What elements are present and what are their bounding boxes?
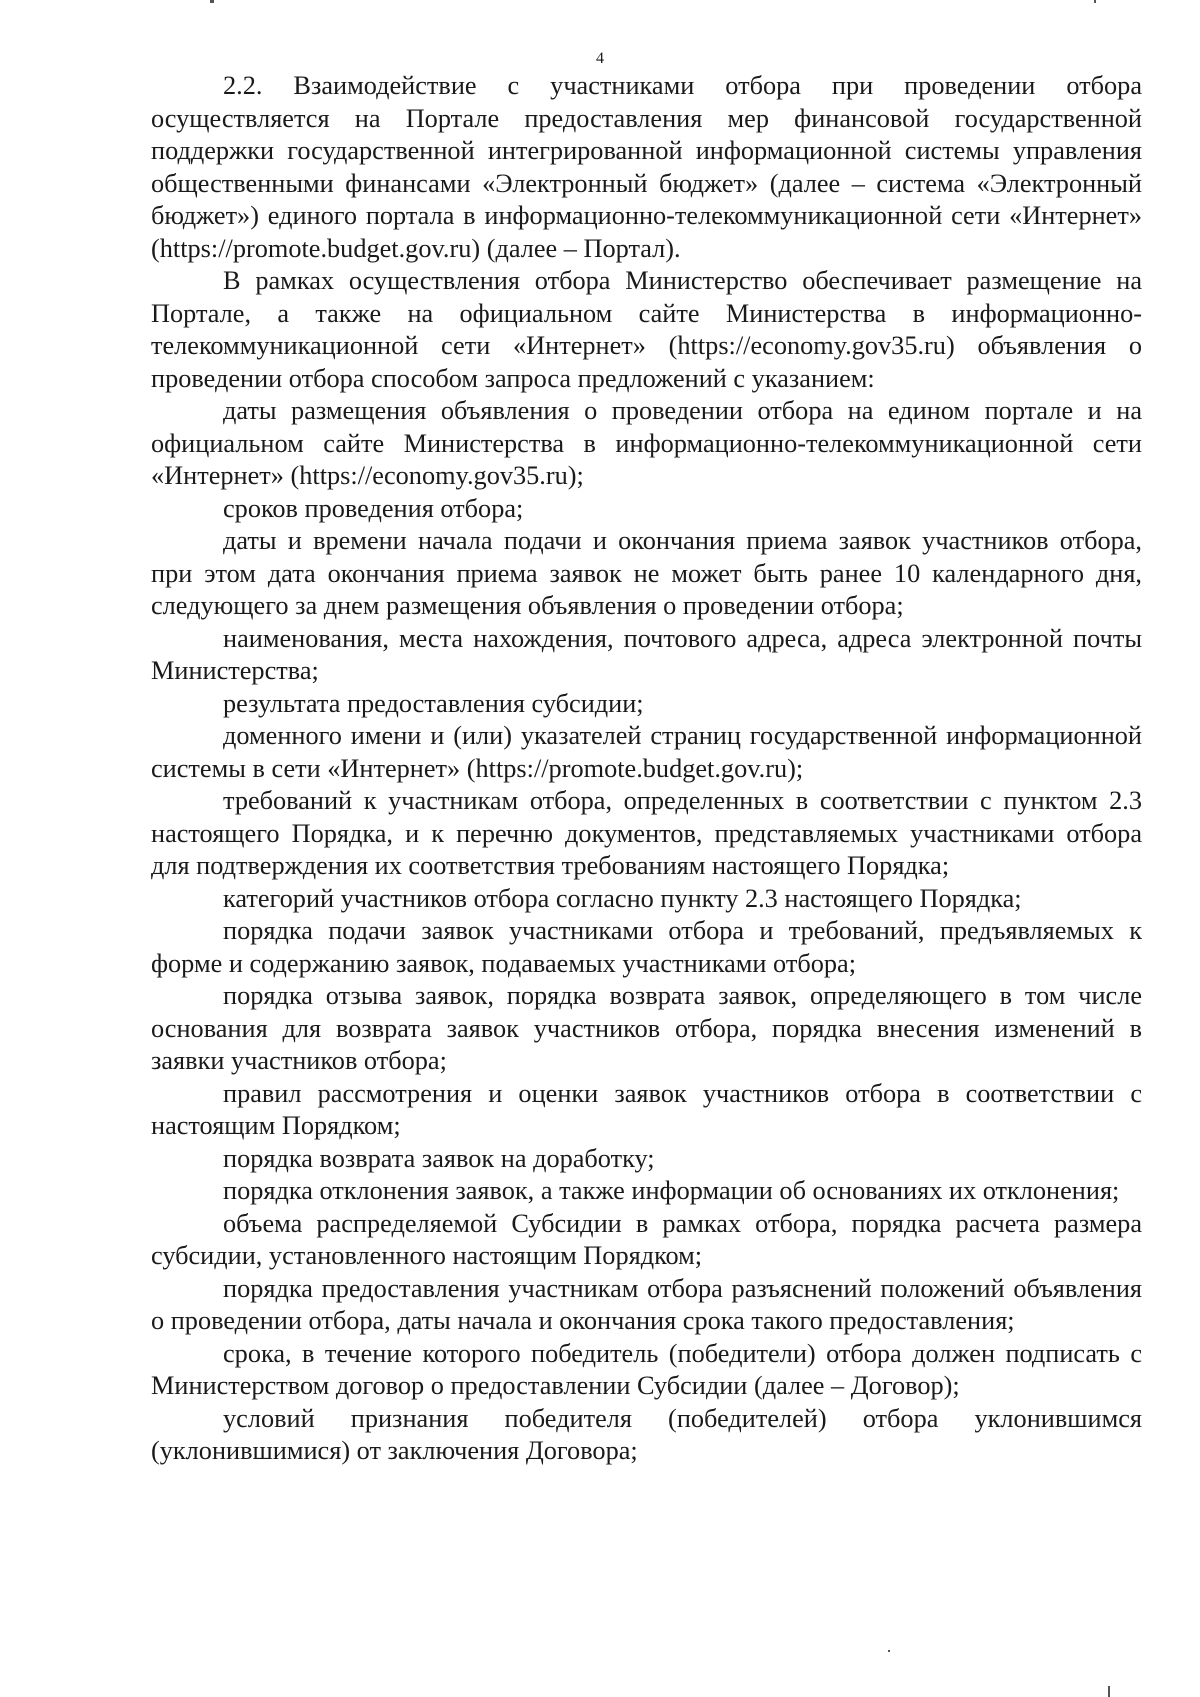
list-item: сроков проведения отбора; [223, 493, 524, 523]
scan-artifact-dot [888, 1650, 890, 1652]
list-item: срока, в течение которого победитель (победители) отбора должен подписать с Министерством договор о предоставлении Субсидии (далее – Договор); [151, 1338, 1142, 1400]
list-item: порядка подачи заявок участниками отбора и требований, предъявляемых к форме и содержанию заявок, подаваемых участниками отбора; [151, 916, 1142, 978]
list-item: условий признания победителя (победителей) отбора уклонившимся (уклонившимися) от заключения Договора; [151, 1403, 1142, 1465]
scan-artifact-bottom-right [1108, 1686, 1110, 1697]
list-item: порядка отклонения заявок, а также информации об основаниях их отклонения; [223, 1176, 1120, 1205]
document-body [151, 70, 1142, 1468]
list-item: порядка предоставления участникам отбора разъяснений положений объявления о проведении отбора, даты начала и окончания срока такого предоставления; [151, 1273, 1142, 1335]
list-item: даты и времени начала подачи и окончания приема заявок участников отбора, при этом дата окончания приема заявок не может быть ранее 10 календарного дня, следующего за днем размещения объявления о проведении отбора; [151, 526, 1142, 620]
scan-artifact-top-left [210, 0, 214, 3]
list-item: результата предоставления субсидии; [223, 688, 644, 718]
page-number: 4 [596, 50, 604, 67]
list-item: объема распределяемой Субсидии в рамках отбора, порядка расчета размера субсидии, установленного настоящим Порядком; [151, 1208, 1142, 1270]
list-item: порядка возврата заявок на доработку; [223, 1143, 655, 1173]
paragraph: 2.2. Взаимодействие с участниками отбора при проведении отбора осуществляется на Портале предоставления мер финансовой государственной поддержки государственной интегрированной информационной системы управления общественными финансами «Электронный бюджет» (далее – система «Электронный бюджет») единого портала в информационно-телекоммуникационной сети «Интернет» (https://promote.budget.gov.ru) (далее – Портал). [151, 71, 1142, 263]
list-item: наименования, места нахождения, почтового адреса, адреса электронной почты Министерства; [151, 623, 1142, 685]
paragraph: В рамках осуществления отбора Министерство обеспечивает размещение на Портале, а также на официальном сайте Министерства в информационно-телекоммуникационной сети «Интернет» (https://economy.gov35.ru) объявления о проведении отбора способом запроса предложений с указанием: [151, 266, 1142, 393]
list-item: порядка отзыва заявок, порядка возврата заявок, определяющего в том числе основания для возврата заявок участников отбора, порядка внесения изменений в заявки участников отбора; [151, 981, 1142, 1075]
scan-artifact-top-right [1094, 0, 1096, 3]
list-item: категорий участников отбора согласно пункту 2.3 настоящего Порядка; [223, 883, 1022, 913]
list-item: доменного имени и (или) указателей страниц государственной информационной системы в сети «Интернет» (https://promote.budget.gov.ru); [151, 721, 1142, 783]
list-item: требований к участникам отбора, определенных в соответствии с пунктом 2.3 настоящего Порядка, и к перечню документов, представляемых участниками отбора для подтверждения их соответствия требованиям настоящего Порядка; [151, 786, 1142, 880]
list-item: даты размещения объявления о проведении отбора на едином портале и на официальном сайте Министерства в информационно-телекоммуникационной сети «Интернет» (https://economy.gov35.ru); [151, 396, 1142, 490]
list-item: правил рассмотрения и оценки заявок участников отбора в соответствии с настоящим Порядком; [151, 1078, 1142, 1140]
